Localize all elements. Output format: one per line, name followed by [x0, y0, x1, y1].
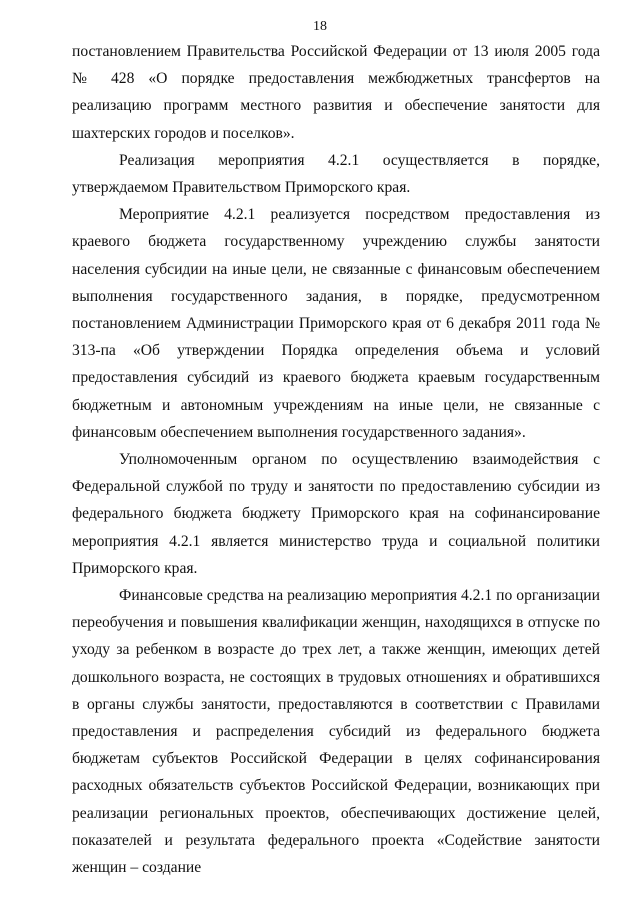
paragraph-continuation: постановлением Правительства Российской Федерации от 13 июля 2005 года № 428 «О порядке предоставления межбюджетных трансфертов на реализацию программ местного развития и обеспечение занятости для шахтерских городов и поселков».	[72, 43, 600, 142]
paragraph: Уполномоченным органом по осуществлению взаимодействия с Федеральной службой по труду и занятости по предоставлению субсидии из федерального бюджета бюджету Приморского края на софинансирование мероприятия 4.2.1 является министерство труда и социальной политики Приморского края.	[72, 451, 600, 577]
paragraph: Реализация мероприятия 4.2.1 осуществляется в порядке, утверждаемом Правительством Приморского края.	[72, 151, 600, 197]
page-number: 18	[313, 19, 327, 34]
document-body	[72, 38, 600, 881]
paragraph: Мероприятие 4.2.1 реализуется посредством предоставления из краевого бюджета государственному учреждению службы занятости населения субсидии на иные цели, не связанные с финансовым обеспечением выполнения государственного задания, в порядке, предусмотренном постановлением Администрации Приморского края от 6 декабря 2011 года № 313-па «Об утверждении Порядка определения объема и условий предоставления субсидий из краевого бюджета краевым государственным бюджетным и автономным учреждениям на иные цели, не связанные с финансовым обеспечением выполнения государственного задания».	[72, 206, 600, 441]
paragraph: Финансовые средства на реализацию мероприятия 4.2.1 по организации переобучения и повышения квалификации женщин, находящихся в отпуске по уходу за ребенком в возрасте до трех лет, а также женщин, имеющих детей дошкольного возраста, не состоящих в трудовых отношениях и обратившихся в органы службы занятости, предоставляются в соответствии с Правилами предоставления и распределения субсидий из федерального бюджета бюджетам субъектов Российской Федерации в целях софинансирования расходных обязательств субъектов Российской Федерации, возникающих при реализации региональных проектов, обеспечивающих достижение целей, показателей и результата федерального проекта «Содействие занятости женщин – создание	[72, 587, 600, 877]
